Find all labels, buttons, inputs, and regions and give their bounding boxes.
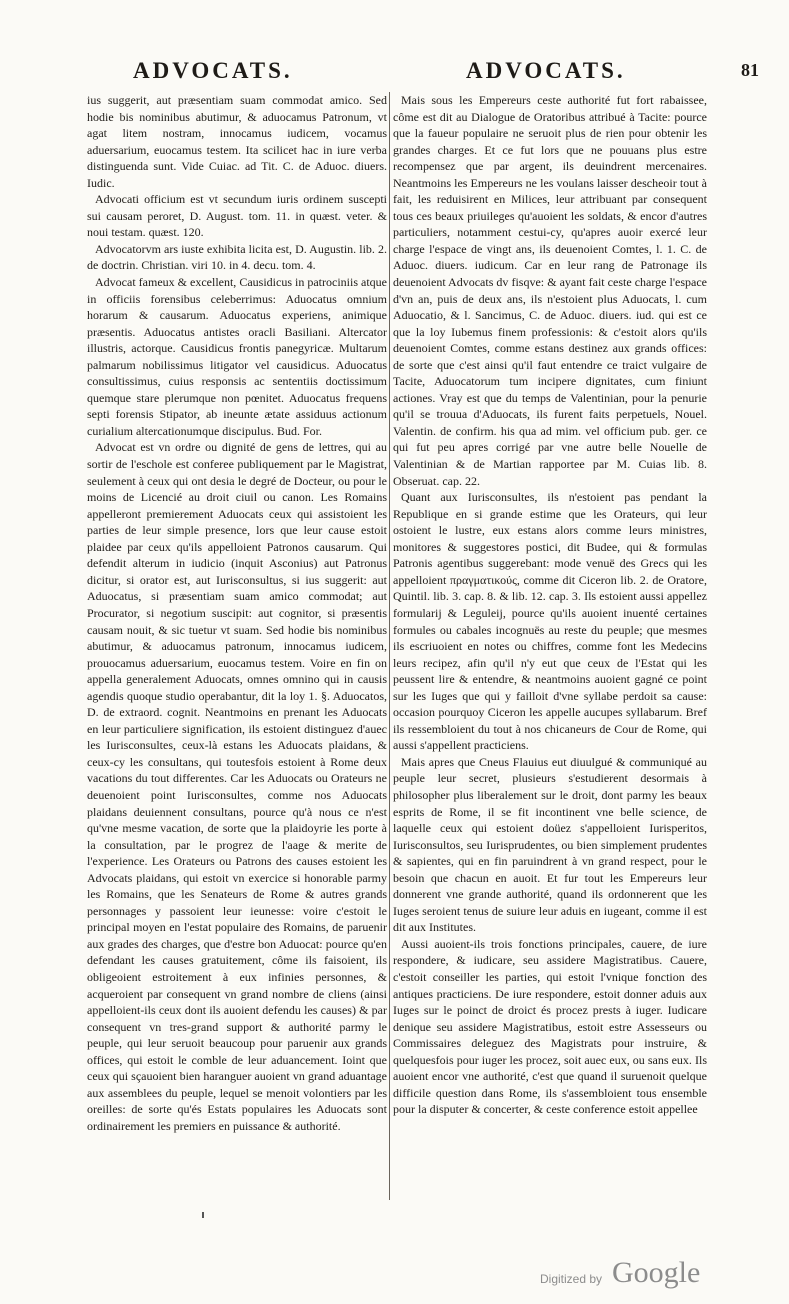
running-head-left: ADVOCATS.: [133, 58, 293, 83]
watermark-caption: Digitized by: [540, 1272, 603, 1286]
paragraph: ius suggerit, aut præsentiam suam commodat amico. Sed hodie bis nominibus abutimur, & aduocamus Patronum, vt agat litem nostram, innocamus iudicem, vocamus aduersarium, euocamus testem. Ita scilicet hac in iure verba distinguenda sunt. Vide Cuiac. ad Tit. C. de Aduoc. diuers. Iudic.: [87, 93, 387, 190]
paragraph: Quant aux Iurisconsultes, ils n'estoient pas pendant la Republique en si grande estime que les Orateurs, qui leur ostoient le lustre, eux estans alors comme leurs ministres, monitores & suggestores postici, dit Budee, qui & formulas Patronis agentibus suggerebant: mode venuë des Grecs qui les appelloient πραγματικούς, comme dit Ciceron lib. 2. de Oratore, Quintil. lib. 3. cap. 8. & lib. 12. cap. 3. Ils estoient aussi appellez formularij & Leguleij, pource qu'ils auoient inuenté certaines formules ou cabales incognuës au reste du peuple; que mesmes ils escriuoient en notes ou chiffres, comme font les Medecins leurs recipez, afin qu'il n'y eut que ceux de l'Estat qui les peussent lire & entendre, & neantmoins auoient gagné ce point sur les Iuges que qui y failloit d'vne syllabe perdoit sa cause: occasion pourquoy Ciceron les appelle aucupes syllabarum. Bref ils ressembloient du tout à nos chicaneurs de Cour de Rome, qui aussi s'appellent practiciens.: [393, 490, 707, 753]
paragraph: Advocati officium est vt secundum iuris ordinem suscepti sui causam peroret, D. August. tom. 11. in quæst. veter. & noui testam. quæst. 120.: [87, 192, 387, 240]
running-head: [0, 58, 789, 90]
google-logo: Google: [612, 1256, 701, 1289]
paragraph: Mais apres que Cneus Flauius eut diuulgué & communiqué au peuple leur secret, plusieurs s'estudierent desormais à philosopher plus liberalement sur le droit, dont parmy les beaux esprits de Rome, il se fit incontinent vne belle science, de laquelle ceux qui estoient doüez s'appelloient Iurisperitos, Iurisconsultos, seu Iurisprudentes, ou bien simplement prudentes & sapientes, qui en fin paruindrent à vn grand respect, pour le besoin que chacun en auoit. Et fur tout les Empereurs leur donnerent vne grande authorité, quand ils ordonnerent que les Iuges seroient tenus de suiure leur aduis en iugeant, comme il est dit aux Institutes.: [393, 754, 707, 935]
paragraph: Advocat est vn ordre ou dignité de gens de lettres, qui au sortir de l'eschole est conferee publiquement par le Magistrat, seulement à ceux qui ont desia le degré de Docteur, ou pour le moins de Licencié au droit ciuil ou canon. Les Romains appelleront premierement Aduocats ceux qui assistoient les parties de leur simple presence, lors que leur cause estoit plaidee par ceux qu'ils appelloient Patronos causarum. Qui defendit alterum in iudicio (inquit Asconius) aut Patronus dicitur, si orator est, aut Iurisconsultus, si ius suggerit: aut Aduocatus, si præsentiam suam amico commodat; aut Procurator, si negotium suscipit: aut cognitor, si præsentis causam nouit, & sic tuetur vt suam. Sed hodie bis nominibus abutimur, & aduocamus patronum, innocamus iudicem, prouocamus aduersarium, euocamus testem. Voire en fin on appella generalement Aduocats, omnes omnino qui in causis agendis quoque studio operabantur, dit la loy 1. §. Aduocatos, D. de extraord. cognit. Neantmoins en prenant les Aduocats en leur particuliere signification, ils estoient distinguez d'auec les Iurisconsultes, ceux-là estans les Aduocats plaidans, & ceux-cy les consultans, qui toutesfois estoient à Rome deux vacations du tout differentes. Car les Aduocats ou Orateurs ne deuenoient point Iurisconsultes, comme nos Aduocats plaidans deuiennent consultans, pource qu'à nous ce n'est qu'vne mesme vacation, de sorte que la plaidoyrie les porte à la consultation, par le progrez de l'aage & merite de l'experience. Les Orateurs ou Patrons des causes estoient les Advocats plaidans, qui estoit vn exercice si honorable parmy les Romains, que les Senateurs de Rome & autres grands personnages y passoient leur ieunesse: voire c'estoit le principal moyen en l'estat populaire des Romains, de paruenir aux grades des charges, que d'estre bon Aduocat: pource qu'en defendant les causes gratuitement, côme ils faisoient, ils obligeoient estroitement à eux infinies personnes, & acqueroient par consequent vn grand nombre de cliens (ainsi appelloient-ils ceux dont ils auoient defendu les causes) & par consequent vn tres-grand support & authorité parmy le peuple, qui leur seruoit beaucoup pour paruenir aux grands offices, qui estoit le comble de leur aduancement. Ioint que ceux qui sçauoient bien haranguer auoient vn grand aduantage aux assemblees du peuple, lequel se menoit volontiers par les oreilles: de sorte qu'és Estats populaires les Aduocats sont ordinairement les premiers en puissance & authorité.: [87, 440, 387, 1133]
page-number: 81: [741, 60, 759, 80]
paragraph: Advocat fameux & excellent, Causidicus in patrociniis atque in officiis forensibus celeberrimus: Aduocatus omnium horarum & causarum. Aduocatus experiens, animique præsentis. Aduocatus antistes oracli Basiliani. Altercator illustris, actorque. Causidicus frontis panegyricæ. Multarum palmarum nobilissimus litigator vel causidicus. Aduocatus consultissimus, cuius responsis ac sententiis doctissimum quemque stare plerumque non pœnitet. Aduocatus frequens septi forensis Stipator, ab ineunte ætate assiduus actionum curialium altercationumque discipulus. Bud. For.: [87, 275, 387, 438]
paragraph: Mais sous les Empereurs ceste authorité fut fort rabaissee, côme est dit au Dialogue de Oratoribus attribué à Tacite: pource que la faueur populaire ne seruoit plus de rien pour obtenir les grandes charges. Et ce fut lors que ne pouuans plus estre recompensez que par argent, ils deuindrent mercenaires. Neantmoins les Empereurs ne les voulans laisser descheoir tout à fait, les reduisirent en Milices, leur attribuant par consequent tous ces beaux priuileges qu'auoient les soldats, & encor d'autres particuliers, notamment cestui-cy, qu'apres auoir exercé leur charge l'espace de vingt ans, ils deuenoient Comtes, l. 1. C. de Aduoc. diuers. iudicum. Car en leur rang de Patronage ils deuenoient Advocats dv fisqve: & ayant fait ceste charge l'espace d'vn an, puis de deux ans, ils n'estoient plus Aduocats, l. cum Aduocatio, & l. Sancimus, C. de Aduoc. diuers. iud. qui est ce que la loy Iubemus finem professionis: & c'estoit alors qu'ils deuenoient Comtes, comme estans destinez aux grands offices: de sorte que c'est ainsi qu'il faut entendre ce traict vulgaire de Tacite, Aduocatorum tum incipere dignitates, cum finiunt actiones. Vray est que du temps de Valentinian, pour la penurie qu'il se trouua d'Aduocats, ils furent faits perpetuels, Nouel. Valentin. de confirm. his qua ad mim. vel officium pub. ger. ce qui fut peu apres corrigé par vne autre belle Nouelle de Valentinian & de Martian rapportee par M. Cuias lib. 8. Obseruat. cap. 22.: [393, 93, 707, 488]
ink-mark: [202, 1212, 204, 1218]
paragraph: Advocatorvm ars iuste exhibita licita est, D. Augustin. lib. 2. de doctrin. Christian. viri 10. in 4. decu. tom. 4.: [87, 241, 387, 273]
paragraph: Aussi auoient-ils trois fonctions principales, cauere, de iure respondere, & iudicare, seu assidere Magistratibus. Cauere, c'estoit conseiller les parties, qui estoit l'vnique fonction des antiques practiciens. De iure respondere, estoit donner aduis aux Iuges sur le poinct de droict és procez prests à iuger. Iudicare denique seu assidere Magistratibus, estoit estre Assesseurs ou Commissaires deleguez des Magistrats pour instruire, & quelquesfois pour iuger les procez, soit auec eux, ou sans eux. Ils auoient encor vne authorité, c'est que quand il suruenoit quelque difficile question dans Rome, ils s'assembloient tous ensemble pour la disputer & concerter, & ceste conference estoit appellee: [393, 936, 707, 1117]
right-column: [393, 92, 707, 1118]
left-column: [87, 92, 387, 1134]
digitized-watermark: [540, 1258, 760, 1292]
running-head-right: ADVOCATS.: [466, 58, 626, 83]
column-divider: [389, 92, 390, 1200]
